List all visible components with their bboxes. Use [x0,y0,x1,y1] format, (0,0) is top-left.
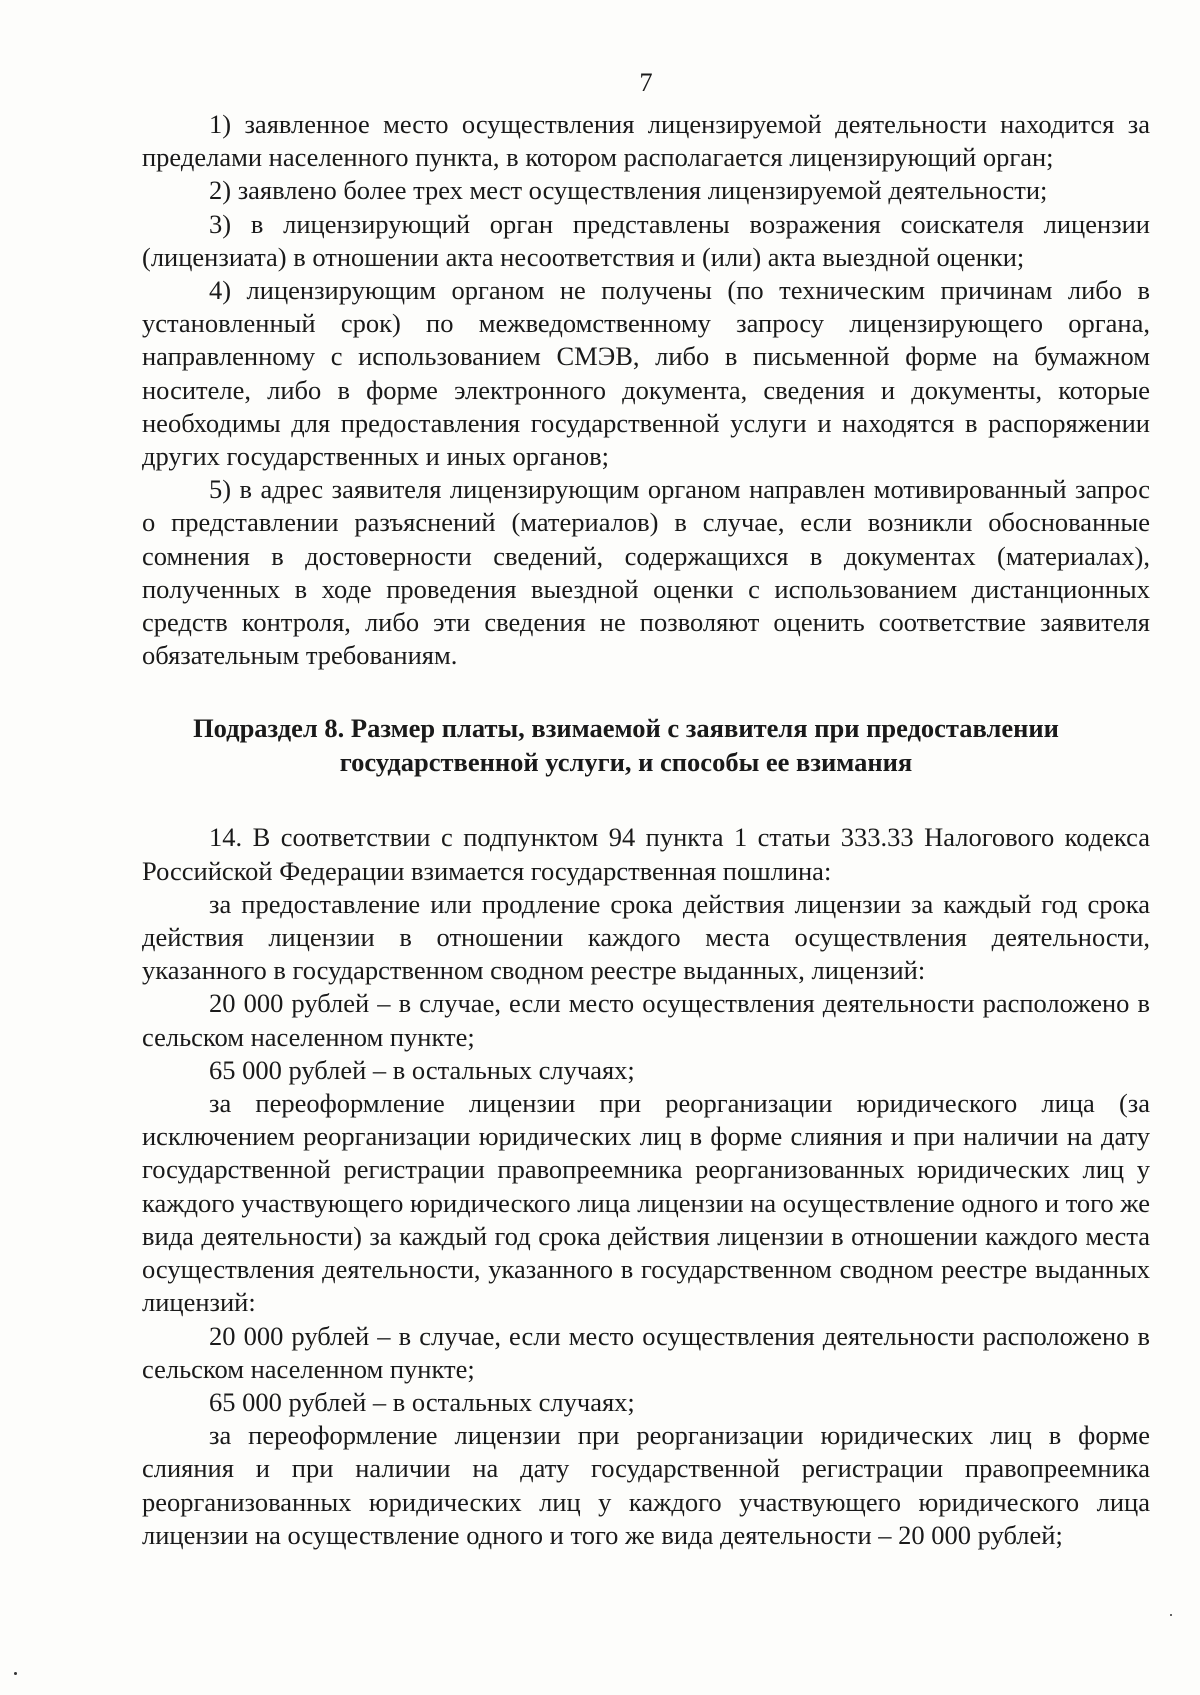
list-item-4: 4) лицензирующим органом не получены (по техническим причинам либо в установленный срок) по межведомственному запросу лицензирующего органа, направленному с использованием СМЭВ, либо в письменной форме на бумажном носителе, либо в форме электронного документа, сведения и документы, которые необходимы для предоставления государственной услуги и находятся в распоряжении других государственных и иных органов; [142,275,1150,472]
paragraph-fee-other-1: 65 000 рублей – в остальных случаях; [209,1054,635,1085]
section-heading-line-1: Подраздел 8. Размер платы, взимаемой с заявителя при предоставлении [193,713,1059,744]
scan-dust-mark [1170,1614,1172,1616]
section-heading-line-2: государственной услуги, и способы ее взимания [339,746,913,777]
paragraph-fee-grant: за предоставление или продление срока действия лицензии за каждый год срока действия лицензии в отношении каждого места осуществления деятельности, указанного в государственном сводном реестре выданных, лицензий: [142,888,1150,986]
reasons-list [142,108,1150,672]
paragraph-fee-rural-2: 20 000 рублей – в случае, если место осуществления деятельности расположено в сельском населенном пункте; [142,1320,1150,1384]
list-item-3: 3) в лицензирующий орган представлены возражения соискателя лицензии (лицензиата) в отношении акта несоответствия и (или) акта выездной оценки; [142,208,1150,272]
paragraph-fee-rural-1: 20 000 рублей – в случае, если место осуществления деятельности расположено в сельском населенном пункте; [142,988,1150,1052]
paragraph-14-intro: 14. В соответствии с подпунктом 94 пункта 1 статьи 333.33 Налогового кодекса Российской Федерации взимается государственная пошлина: [142,822,1150,886]
list-item-5: 5) в адрес заявителя лицензирующим органом направлен мотивированный запрос о представлении разъяснений (материалов) в случае, если возникли обоснованные сомнения в достоверности сведений, содержащихся в документах (материалах), полученных в ходе проведения выездной оценки с использованием дистанционных средств контроля, либо эти сведения не позволяют оценить соответствие заявителя обязательным требованиям. [142,474,1150,671]
section-heading [142,712,1150,779]
page-number: 7 [639,67,653,97]
paragraph-fee-reissue-reorg: за переоформление лицензии при реорганизации юридического лица (за исключением реорганизации юридических лиц в форме слияния и при наличии на дату государственной регистрации правопреемника реорганизованных юридических лиц у каждого участвующего юридического лица лицензии на осуществление одного и того же вида деятельности) за каждый год срока действия лицензии в отношении каждого места осуществления деятельности, указанного в государственном сводном реестре выданных лицензий: [142,1088,1150,1318]
paragraph-fee-merger: за переоформление лицензии при реорганизации юридических лиц в форме слияния и при наличии на дату государственной регистрации правопреемника реорганизованных юридических лиц у каждого участвующего юридического лица лицензии на осуществление одного и того же вида деятельности – 20 000 рублей; [142,1420,1150,1550]
list-item-1: 1) заявленное место осуществления лицензируемой деятельности находится за пределами населенного пункта, в котором располагается лицензирующий орган; [142,109,1150,173]
fee-section-body [142,821,1150,1551]
scan-dust-mark [14,1672,17,1675]
paragraph-fee-other-2: 65 000 рублей – в остальных случаях; [209,1386,635,1417]
list-item-2: 2) заявлено более трех мест осуществления лицензируемой деятельности; [209,175,1048,206]
